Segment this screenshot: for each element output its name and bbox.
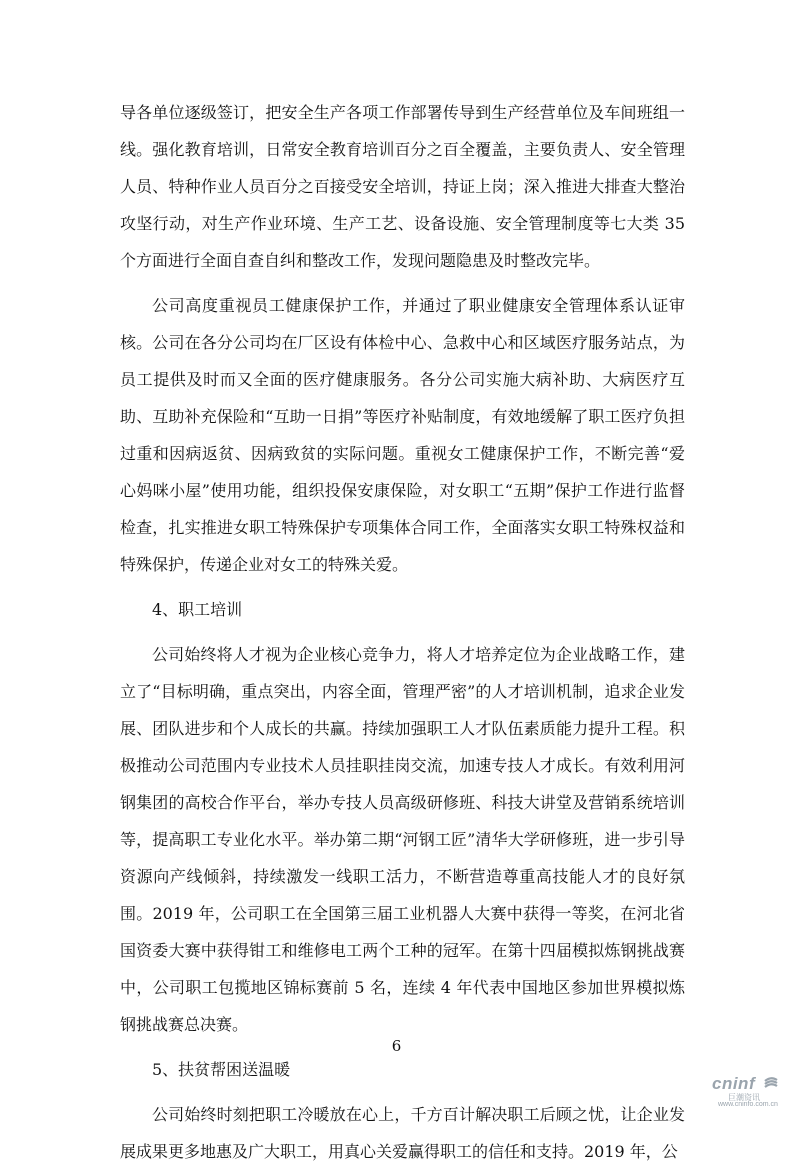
page-number: 6 [391,1037,402,1055]
paragraph-training: 公司始终将人才视为企业核心竞争力，将人才培养定位为企业战略工作，建立了“目标明确，重点突出，内容全面，管理严密”的人才培训机制，追求企业发展、团队进步和个人成长的共赢。持续加强职工人才队伍素质能力提升工程。积极推动公司范围内专业技术人员挂职挂岗交流，加速专技人才成长。有效利用河钢集团的高校合作平台，举办专技人员高级研修班、科技大讲堂及营销系统培训等，提高职工专业化水平。举办第二期“河钢工匠”清华大学研修班，进一步引导资源向产线倾斜，持续激发一线职工活力，不断营造尊重高技能人才的良好氛围。2019 年，公司职工在全国第三届工业机器人大赛中获得一等奖，在河北省国资委大赛中获得钳工和维修电工两个工种的冠军。在第十四届模拟炼钢挑战赛中，公司职工包揽地区锦标赛前 5 名，连续 4 年代表中国地区参加世界模拟炼钢挑战赛总决赛。 [120,645,685,1034]
paragraph-safety-continued: 导各单位逐级签订，把安全生产各项工作部署传导到生产经营单位及车间班组一线。强化教育培训，日常安全教育培训百分之百全覆盖，主要负责人、安全管理人员、特种作业人员百分之百接受安全培训，持证上岗；深入推进大排查大整治攻坚行动，对生产作业环境、生产工艺、设备设施、安全管理制度等七大类 35 个方面进行全面自查自纠和整改工作，发现问题隐患及时整改完毕。 [120,103,685,270]
swirl-icon [763,1076,779,1095]
section-heading-training: 4、职工培训 [152,600,243,619]
paragraph-health-protection: 公司高度重视员工健康保护工作，并通过了职业健康安全管理体系认证审核。公司在各分公司均在厂区设有体检中心、急救中心和区域医疗服务站点，为员工提供及时而又全面的医疗健康服务。各分公司实施大病补助、大病医疗互助、互助补充保险和“互助一日捐”等医疗补贴制度，有效地缓解了职工医疗负担过重和因病返贫、因病致贫的实际问题。重视女工健康保护工作，不断完善“爱心妈咪小屋”使用功能，组织投保安康保险，对女职工“五期”保护工作进行监督检查，扎实推进女职工特殊保护专项集体合同工作，全面落实女职工特殊权益和特殊保护，传递企业对女工的特殊关爱。 [120,296,685,574]
logo-chinese-text: 巨潮资讯 [728,1093,760,1102]
section-heading-poverty-relief: 5、扶贫帮困送温暖 [152,1060,291,1079]
page-content [120,94,685,1170]
paragraph-poverty-relief: 公司始终时刻把职工冷暖放在心上，千方百计解决职工后顾之忧，让企业发展成果更多地惠及广大职工，用真心关爱赢得职工的信任和支持。2019 年，公 [120,1105,685,1161]
logo-url-text: www.cninfo.com.cn [718,1101,778,1108]
cninfo-logo [712,1074,782,1108]
logo-brand-text: cninf [712,1074,756,1093]
